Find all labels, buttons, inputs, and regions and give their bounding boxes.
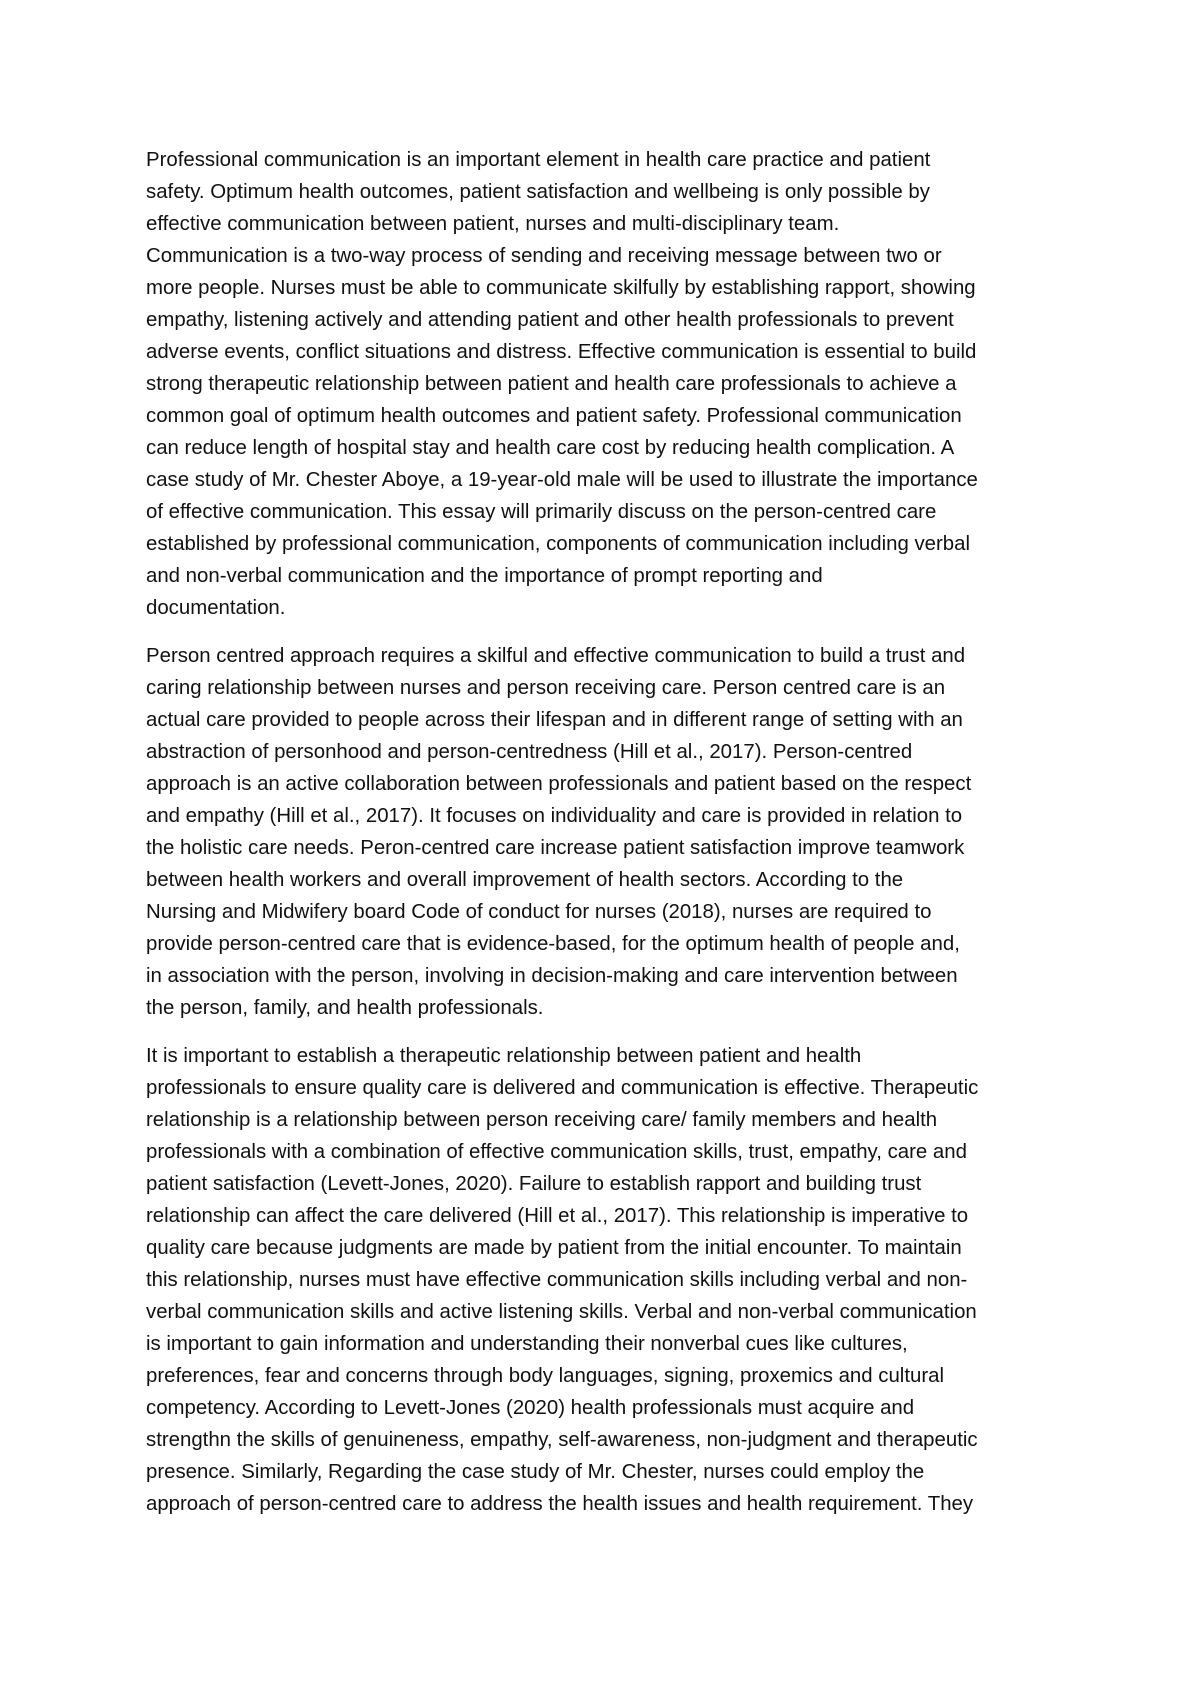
paragraph-line: Person centred approach requires a skilful and effective communication to build a trust and [146,645,966,667]
paragraph-line: and non-verbal communication and the importance of prompt reporting and [146,565,823,587]
paragraph-line: professionals to ensure quality care is delivered and communication is effective. Therapeutic [146,1077,979,1099]
paragraph-3 [146,1040,1086,1520]
paragraph-line: empathy, listening actively and attending patient and other health professionals to prevent [146,309,954,331]
paragraph-line: between health workers and overall improvement of health sectors. According to the [146,869,904,891]
paragraph-line: this relationship, nurses must have effective communication skills including verbal and non- [146,1269,968,1291]
paragraph-line: effective communication between patient, nurses and multi-disciplinary team. [146,213,840,235]
paragraph-line: preferences, fear and concerns through body languages, signing, proxemics and cultural [146,1365,944,1387]
paragraph-line: relationship is a relationship between person receiving care/ family members and health [146,1109,938,1131]
paragraph-line: caring relationship between nurses and person receiving care. Person centred care is an [146,677,946,699]
paragraph-line: established by professional communication, components of communication including verbal [146,533,970,555]
paragraph-line: in association with the person, involving in decision-making and care intervention between [146,965,958,987]
paragraph-line: can reduce length of hospital stay and health care cost by reducing health complication. A [146,437,955,459]
paragraph-2 [146,640,1086,1024]
paragraph-line: patient satisfaction (Levett-Jones, 2020). Failure to establish rapport and building trust [146,1173,922,1195]
paragraph-line: the person, family, and health professionals. [146,997,544,1019]
paragraph-line: approach of person-centred care to address the health issues and health requirement. They [146,1493,974,1515]
paragraph-line: quality care because judgments are made by patient from the initial encounter. To maintain [146,1237,962,1259]
paragraph-line: competency. According to Levett-Jones (2020) health professionals must acquire and [146,1397,915,1419]
paragraph-line: actual care provided to people across their lifespan and in different range of setting with an [146,709,963,731]
paragraph-line: professionals with a combination of effective communication skills, trust, empathy, care and [146,1141,967,1163]
paragraph-line: provide person-centred care that is evidence-based, for the optimum health of people and, [146,933,960,955]
paragraph-line: case study of Mr. Chester Aboye, a 19-year-old male will be used to illustrate the importance [146,469,978,491]
paragraph-line: It is important to establish a therapeutic relationship between patient and health [146,1045,862,1067]
essay-body [146,144,1086,1536]
paragraph-line: strong therapeutic relationship between patient and health care professionals to achieve a [146,373,957,395]
paragraph-line: documentation. [146,597,286,619]
paragraph-line: is important to gain information and understanding their nonverbal cues like cultures, [146,1333,908,1355]
paragraph-1 [146,144,1086,624]
paragraph-line: safety. Optimum health outcomes, patient satisfaction and wellbeing is only possible by [146,181,930,203]
paragraph-line: of effective communication. This essay will primarily discuss on the person-centred care [146,501,937,523]
paragraph-line: relationship can affect the care delivered (Hill et al., 2017). This relationship is imperative to [146,1205,969,1227]
paragraph-line: and empathy (Hill et al., 2017). It focuses on individuality and care is provided in relation to [146,805,963,827]
paragraph-line: more people. Nurses must be able to communicate skilfully by establishing rapport, showing [146,277,976,299]
paragraph-line: Communication is a two-way process of sending and receiving message between two or [146,245,942,267]
paragraph-line: abstraction of personhood and person-centredness (Hill et al., 2017). Person-centred [146,741,913,763]
paragraph-line: Professional communication is an important element in health care practice and patient [146,149,931,171]
paragraph-line: approach is an active collaboration between professionals and patient based on the respect [146,773,972,795]
paragraph-line: Nursing and Midwifery board Code of conduct for nurses (2018), nurses are required to [146,901,932,923]
paragraph-line: verbal communication skills and active listening skills. Verbal and non-verbal communication [146,1301,977,1323]
paragraph-line: adverse events, conflict situations and distress. Effective communication is essential to build [146,341,977,363]
paragraph-line: strengthn the skills of genuineness, empathy, self-awareness, non-judgment and therapeutic [146,1429,978,1451]
paragraph-line: the holistic care needs. Peron-centred care increase patient satisfaction improve teamwork [146,837,965,859]
paragraph-line: presence. Similarly, Regarding the case study of Mr. Chester, nurses could employ the [146,1461,925,1483]
paragraph-line: common goal of optimum health outcomes and patient safety. Professional communication [146,405,962,427]
